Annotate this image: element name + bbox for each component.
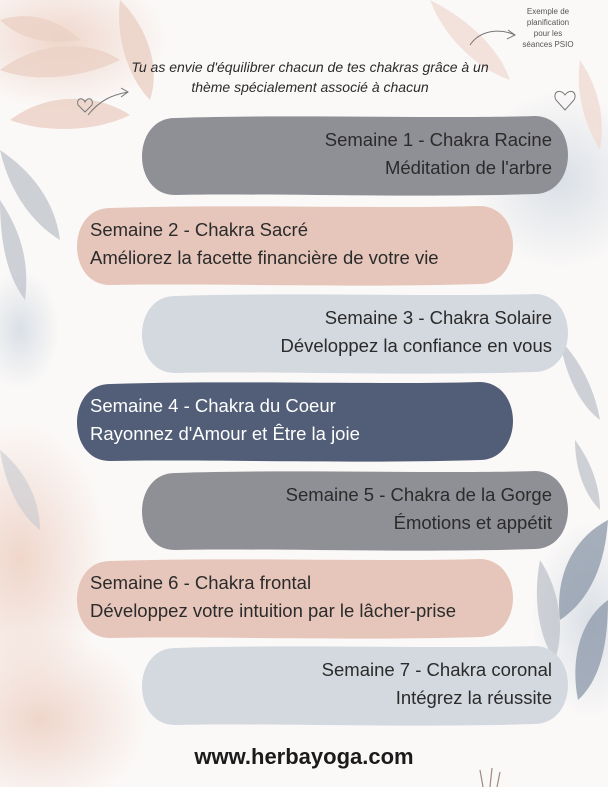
website-url: www.herbayoga.com (194, 744, 414, 769)
week-1-title: Semaine 1 - Chakra Racine (324, 129, 552, 150)
week-7-subtitle: Intégrez la réussite (395, 687, 552, 708)
note-line: séances PSIO (522, 40, 574, 49)
note-line: planification (526, 18, 570, 27)
week-3-title: Semaine 3 - Chakra Solaire (324, 307, 552, 328)
week-3-card (135, 293, 570, 371)
week-6-card (72, 558, 517, 636)
note-line: pour les (533, 29, 563, 38)
week-4-title: Semaine 4 - Chakra du Coeur (90, 395, 336, 416)
week-4-card (72, 381, 517, 459)
week-1-card (135, 115, 570, 193)
week-2-subtitle: Améliorez la facette financière de votre vie (90, 247, 439, 268)
intro-text (60, 57, 560, 97)
planning-example-note (500, 6, 596, 50)
week-1-subtitle: Méditation de l'arbre (384, 157, 552, 178)
week-2-card (72, 205, 517, 283)
intro-line: thème spécialement associé à chacun (191, 79, 429, 95)
week-6-title: Semaine 6 - Chakra frontal (90, 572, 312, 593)
week-7-card (135, 645, 570, 723)
week-5-card (135, 470, 570, 548)
week-5-title: Semaine 5 - Chakra de la Gorge (285, 484, 552, 505)
week-6-subtitle: Développez votre intuition par le lâcher-prise (90, 600, 457, 621)
note-line: Exemple de (526, 7, 570, 16)
week-3-subtitle: Développez la confiance en vous (280, 335, 552, 356)
intro-line: Tu as envie d'équilibrer chacun de tes chakras grâce à un (131, 59, 489, 75)
week-4-subtitle: Rayonnez d'Amour et Être la joie (90, 423, 360, 444)
week-7-title: Semaine 7 - Chakra coronal (321, 659, 552, 680)
week-5-subtitle: Émotions et appétit (393, 512, 552, 533)
week-2-title: Semaine 2 - Chakra Sacré (90, 219, 308, 240)
